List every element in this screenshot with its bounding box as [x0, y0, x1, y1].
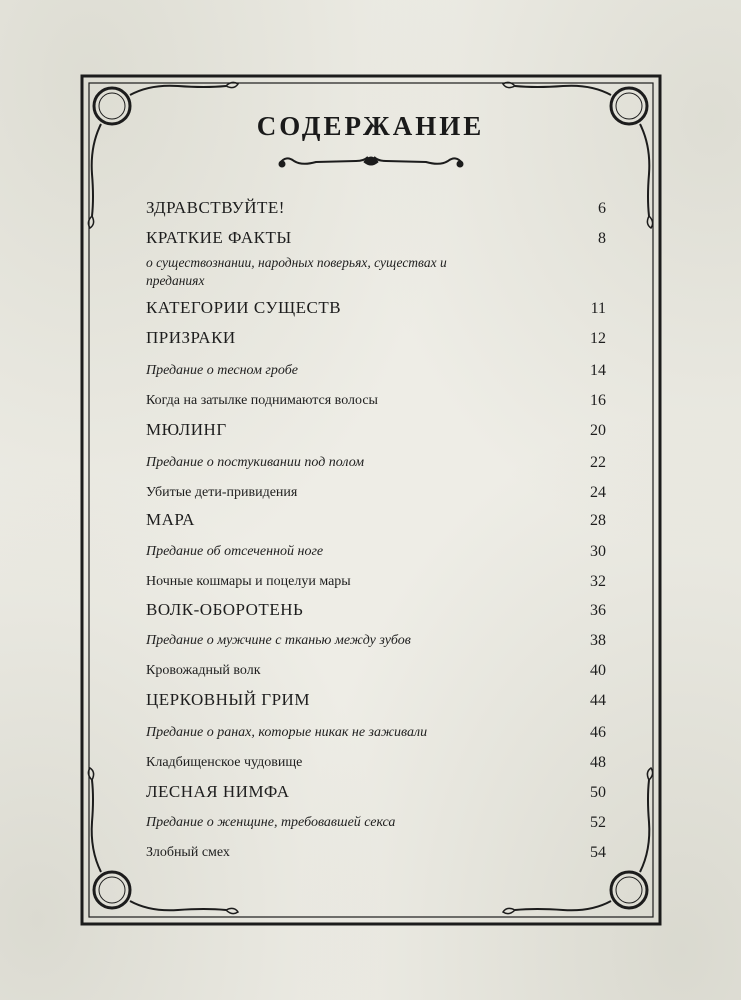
toc-entry-page-number: 12: [590, 330, 606, 347]
toc-entry-page-number: 50: [590, 784, 606, 801]
toc-entry-title: Злобный смех: [146, 845, 230, 860]
toc-entry[interactable]: [146, 452, 606, 478]
toc-entry[interactable]: [146, 298, 606, 324]
toc-entry-title: Предание о постукивании под полом: [146, 455, 365, 470]
toc-entry-page-number: 20: [590, 422, 606, 439]
toc-entry[interactable]: [146, 812, 606, 838]
toc-entry-page-number: 16: [590, 392, 606, 409]
toc-entry-page-number: 30: [590, 543, 606, 560]
toc-entry-page-number: 52: [590, 814, 606, 831]
toc-entry[interactable]: [146, 420, 606, 446]
toc-entry-title: ЦЕРКОВНЫЙ ГРИМ: [146, 690, 310, 709]
toc-entry-title: ЛЕСНАЯ НИМФА: [146, 782, 290, 801]
toc-entry[interactable]: [146, 571, 606, 597]
toc-entry-page-number: 8: [598, 230, 606, 247]
toc-entry-page-number: 28: [590, 512, 606, 529]
toc-entry[interactable]: [146, 360, 606, 386]
toc-entry-title: Предание о мужчине с тканью между зубов: [146, 633, 411, 648]
toc-entry-title: Когда на затылке поднимаются волосы: [146, 393, 378, 408]
page-title: СОДЕРЖАНИЕ: [256, 111, 485, 141]
toc-entry-page-number: 14: [590, 362, 606, 379]
toc-entry-page-number: 6: [598, 200, 606, 217]
toc-entry-page-number: 44: [590, 692, 606, 709]
toc-entry-title: ЗДРАВСТВУЙТЕ!: [146, 198, 285, 217]
toc-entry-page-number: 46: [590, 724, 606, 741]
toc-entry[interactable]: [146, 660, 606, 686]
toc-entry[interactable]: [146, 510, 606, 536]
toc-entry[interactable]: [146, 630, 606, 656]
toc-entry[interactable]: [146, 690, 606, 716]
toc-entry-title: ВОЛК-ОБОРОТЕНЬ: [146, 600, 304, 619]
toc-entry[interactable]: [146, 328, 606, 354]
toc-entry-page-number: 48: [590, 754, 606, 771]
toc-entry-title: Предание о женщине, требовавшей секса: [146, 815, 396, 830]
toc-entry[interactable]: [146, 842, 606, 868]
toc-entry[interactable]: [146, 198, 606, 224]
toc-entry-title: Ночные кошмары и поцелуи мары: [146, 574, 351, 589]
toc-entry-title: ПРИЗРАКИ: [146, 328, 236, 347]
toc-entry-title: Убитые дети-привидения: [146, 485, 298, 500]
toc-entry-title: Кладбищенское чудовище: [146, 755, 303, 770]
toc-entry-page-number: 36: [590, 602, 606, 619]
toc-entry-title: Предание о тесном гробе: [146, 363, 298, 378]
toc-entry-title: КАТЕГОРИИ СУЩЕСТВ: [146, 298, 342, 317]
toc-entry-title: МЮЛИНГ: [146, 420, 227, 439]
toc-entry[interactable]: [146, 390, 606, 416]
toc-entry[interactable]: [146, 752, 606, 778]
toc-entry[interactable]: [146, 228, 606, 254]
toc-entry[interactable]: [146, 722, 606, 748]
toc-entry-title: Кровожадный волк: [146, 663, 261, 678]
title-flourish-ornament: [276, 152, 466, 170]
toc-entry-title: КРАТКИЕ ФАКТЫ: [146, 228, 292, 247]
toc-entry-page-number: 40: [590, 662, 606, 679]
toc-entry-title: МАРА: [146, 510, 195, 529]
toc-entry[interactable]: [146, 782, 606, 808]
toc-entry[interactable]: [146, 482, 606, 508]
toc-entry-page-number: 11: [590, 300, 606, 317]
toc-entry[interactable]: [146, 600, 606, 626]
toc-entry-page-number: 54: [590, 844, 606, 861]
toc-entry-subtitle: о существознании, народных поверьях, существах и преданиях: [146, 255, 447, 288]
toc-entry-page-number: 38: [590, 632, 606, 649]
toc-entry-page-number: 32: [590, 573, 606, 590]
toc-entry-page-number: 22: [590, 454, 606, 471]
toc-entry-page-number: 24: [590, 484, 606, 501]
toc-entry-title: Предание о ранах, которые никак не заживали: [146, 725, 428, 740]
toc-entry-title: Предание об отсеченной ноге: [146, 544, 324, 559]
toc-entry[interactable]: [146, 541, 606, 567]
